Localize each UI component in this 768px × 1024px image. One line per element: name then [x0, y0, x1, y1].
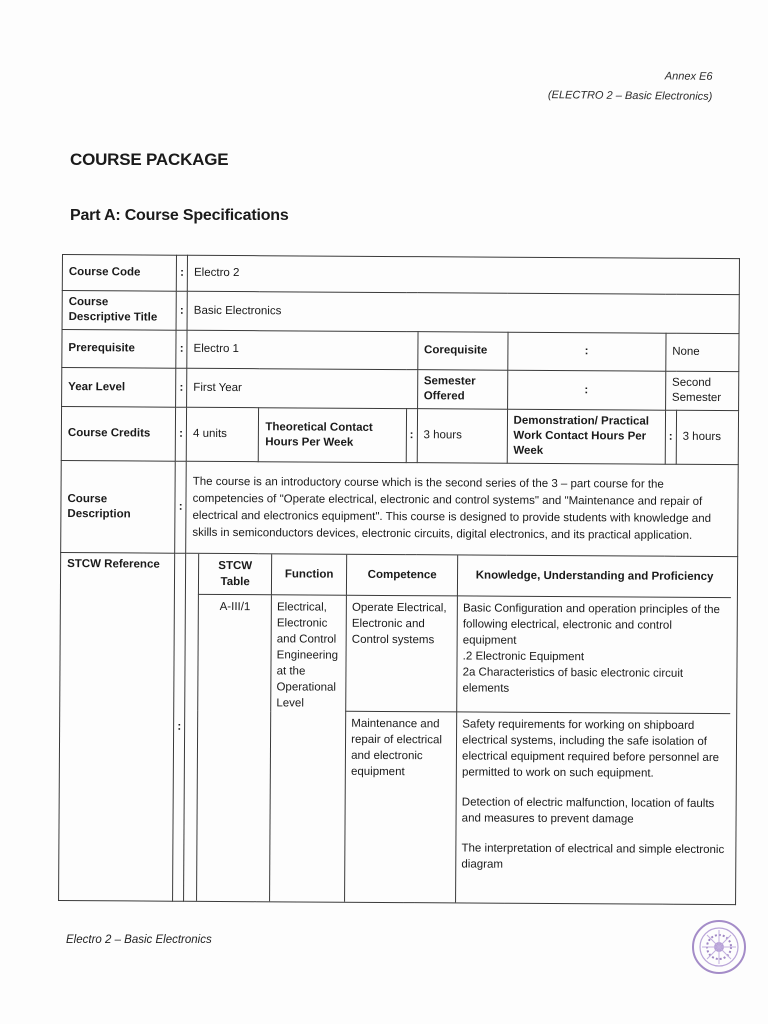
colon: : — [176, 291, 187, 330]
page-title: COURSE PACKAGE — [70, 150, 229, 169]
colon: : — [176, 368, 187, 407]
credits-value: 4 units — [186, 407, 259, 461]
practical-hours-value: 3 hours — [676, 410, 739, 464]
description-value: The course is an introductory course which is the second series of the 3 – part course for the competencies of "Operate electrical, electronic and control systems" and "Maintenance and repair of electrical and electronics equipment". This course is designed to provide students with knowledge and skills in semiconductors devices, electronic circuits, digital electronics, and its practical application. — [186, 461, 738, 556]
annex-number: Annex E6 — [664, 70, 713, 83]
practical-hours-label: Demonstration/ Practical Work Contact Hours Per Week — [507, 409, 666, 464]
colon: : — [665, 410, 676, 464]
competence-header: Competence — [347, 555, 458, 596]
annex-course: (ELECTRO 2 – Basic Electronics) — [547, 89, 712, 103]
stcw-table — [196, 554, 731, 904]
knowledge-maintenance — [456, 712, 731, 904]
knowledge-item: 2a Characteristics of basic electronic circuit elements — [462, 666, 684, 695]
theory-hours-label: Theoretical Contact Hours Per Week — [259, 408, 407, 463]
row-course-code — [62, 255, 739, 295]
course-code-label: Course Code — [62, 255, 177, 292]
year-level-label: Year Level — [62, 368, 177, 408]
knowledge-item: The interpretation of electrical and simple electronic diagram — [461, 842, 725, 871]
descriptive-title-label: Course Descriptive Title — [62, 291, 177, 331]
stcw-label: STCW Reference — [59, 552, 175, 900]
competence-maintenance: Maintenance and repair of electrical and electronic equipment — [345, 711, 457, 902]
stcw-header-row — [199, 554, 732, 598]
function-value: Electrical, Electronic and Control Engineering at the Operational Level — [270, 595, 347, 901]
colon: : — [177, 255, 188, 291]
knowledge-item: Safety requirements for working on shipboard electrical systems, including the safe isolation of electrical equipment required before personnel are permitted to work on such equipment. — [461, 718, 720, 780]
row-course-credits — [61, 407, 738, 465]
section-title: Part A: Course Specifications — [70, 207, 289, 224]
row-prerequisite — [62, 330, 739, 372]
stcw-table-ref: A-III/1 — [197, 594, 272, 900]
colon: : — [176, 330, 187, 368]
row-course-description — [61, 460, 739, 556]
row-stcw-reference — [59, 552, 738, 904]
page-footer: Electro 2 – Basic Electronics — [66, 934, 212, 946]
colon: : — [507, 370, 666, 410]
theory-hours-value: 3 hours — [417, 409, 507, 464]
corequisite-label: Corequisite — [417, 332, 507, 371]
competence-operate: Operate Electrical, Electronic and Control systems — [346, 595, 458, 712]
corequisite-value: None — [666, 333, 739, 371]
knowledge-item: .2 Electronic Equipment — [462, 650, 585, 664]
colon: : — [176, 407, 187, 461]
semester-value: Second Semester — [665, 371, 738, 410]
prerequisite-label: Prerequisite — [62, 330, 177, 369]
colon: : — [175, 461, 186, 553]
knowledge-item: Basic Configuration and operation principles of the following electrical, electronic and control equipment — [462, 602, 721, 647]
annex-label — [547, 65, 712, 107]
semester-label: Semester Offered — [417, 370, 507, 410]
colon: : — [406, 409, 417, 463]
stcw-table-header: STCW Table — [199, 554, 272, 595]
colon: : — [507, 332, 665, 371]
institution-seal-icon — [690, 918, 748, 976]
stcw-row-operate — [198, 594, 731, 713]
function-header: Function — [272, 554, 347, 595]
stcw-table-cell — [184, 553, 738, 904]
row-descriptive-title — [62, 291, 739, 334]
description-label: Course Description — [61, 460, 176, 553]
prerequisite-value: Electro 1 — [187, 330, 418, 369]
credits-label: Course Credits — [61, 407, 176, 462]
course-code-value: Electro 2 — [187, 255, 739, 294]
colon: : — [173, 553, 186, 901]
descriptive-title-value: Basic Electronics — [187, 291, 739, 333]
course-specification-table — [58, 254, 740, 905]
knowledge-header: Knowledge, Understanding and Proficiency — [458, 555, 732, 597]
knowledge-item: Detection of electric malfunction, location of faults and measures to prevent damage — [461, 796, 715, 826]
year-level-value: First Year — [187, 368, 418, 408]
knowledge-operate — [457, 596, 731, 714]
row-year-level — [62, 368, 739, 411]
